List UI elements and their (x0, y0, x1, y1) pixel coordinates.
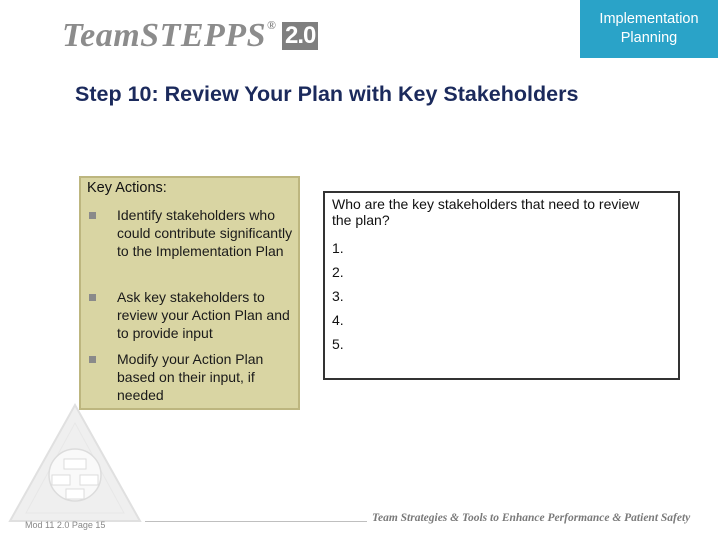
stakeholder-list-item: 2. (332, 264, 344, 280)
module-tab (580, 0, 718, 58)
square-bullet-icon (89, 356, 96, 363)
key-action-label: Ask key stakeholders to review your Action Plan and to provide input (117, 289, 290, 341)
logo-registered-mark: ® (267, 18, 276, 32)
slide-title: Step 10: Review Your Plan with Key Stakeholders (75, 82, 579, 106)
logo-version-badge: 2.0 (282, 22, 318, 50)
key-action-item (85, 288, 295, 342)
footer-page-info: Mod 11 2.0 Page 15 (25, 520, 106, 530)
stakeholder-list-item: 3. (332, 288, 344, 304)
stakeholder-list-item: 4. (332, 312, 344, 328)
footer-tagline: Team Strategies & Tools to Enhance Performance & Patient Safety (372, 512, 691, 524)
key-action-label: Identify stakeholders who could contribute significantly to the Implementation Plan (117, 207, 293, 259)
square-bullet-icon (89, 294, 96, 301)
logo-text: TeamSTEPPS (62, 17, 266, 54)
footer-divider (145, 521, 367, 522)
stakeholders-question: Who are the key stakeholders that need to review the plan? (332, 196, 640, 228)
key-action-item (85, 206, 295, 260)
teamstepps-logo (62, 18, 318, 54)
key-action-item (85, 350, 295, 404)
teamstepps-triangle-emblem-icon (8, 403, 142, 523)
stakeholder-list-item: 1. (332, 240, 344, 256)
key-action-label: Modify your Action Plan based on their input, if needed (117, 351, 264, 403)
stakeholders-box (323, 191, 680, 380)
stakeholder-list-item: 5. (332, 336, 344, 352)
square-bullet-icon (89, 212, 96, 219)
key-actions-box (79, 176, 300, 410)
module-tab-line1: Implementation (599, 11, 699, 27)
stakeholders-list (332, 236, 344, 356)
module-tab-line2: Planning (620, 30, 678, 46)
key-actions-heading: Key Actions: (87, 180, 167, 196)
